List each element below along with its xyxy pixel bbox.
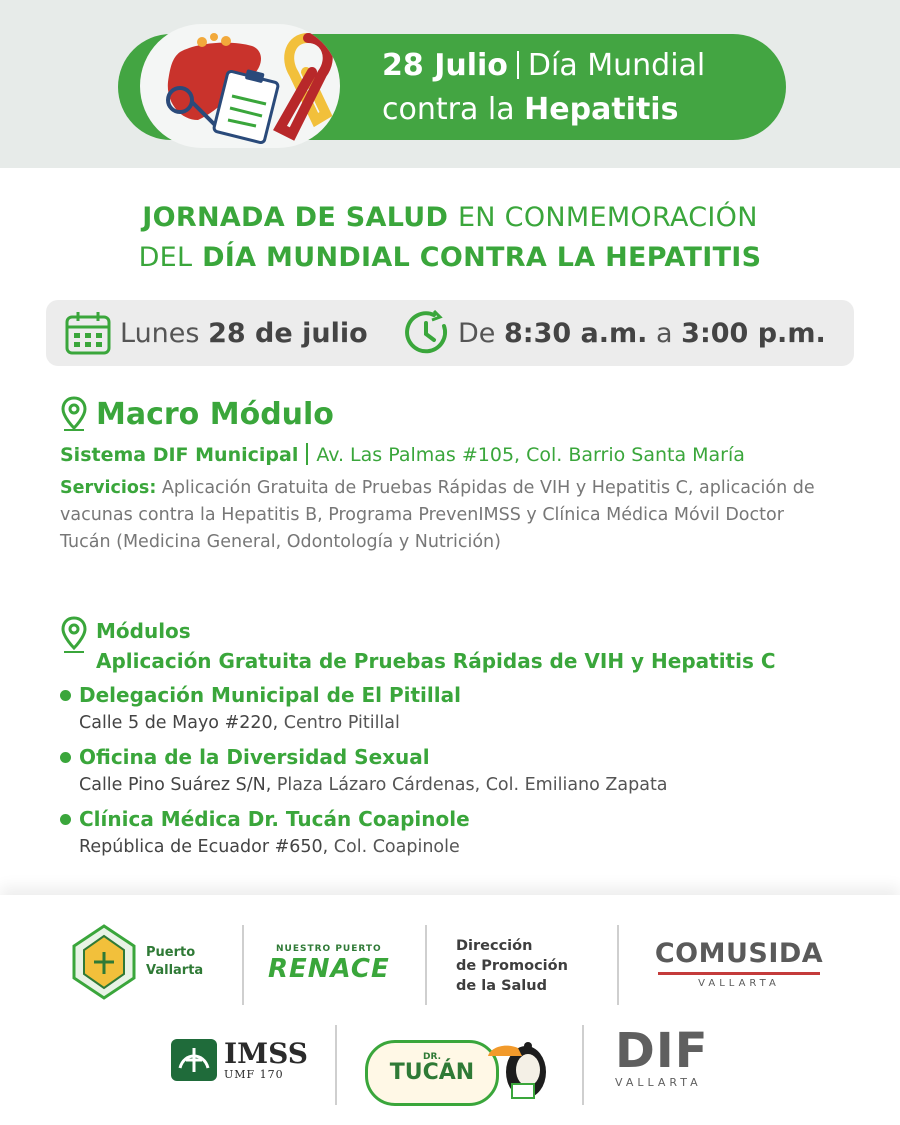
module-item-name	[60, 807, 470, 831]
macro-services	[60, 475, 840, 556]
imss-logo	[170, 1038, 308, 1082]
banner-illustration	[140, 24, 340, 148]
event-headline	[30, 198, 870, 278]
module-item-name	[60, 683, 461, 707]
banner-line2-bold: Hepatitis	[524, 92, 679, 127]
dps-line-1: Dirección	[456, 938, 533, 954]
comusida-text: COMUSIDA	[654, 938, 824, 969]
tucan-text: TUCÁN	[389, 1060, 475, 1085]
schedule-time-prefix: De	[458, 317, 496, 349]
bullet-icon	[60, 752, 71, 763]
schedule-time-end: 3:00 p.m.	[681, 317, 826, 349]
dif-logo	[615, 1023, 709, 1089]
dps-line-3: de la Salud	[456, 978, 547, 994]
dps-line-2: de Promoción	[456, 958, 568, 974]
module-item-name	[60, 745, 668, 769]
logo-divider	[425, 925, 427, 1005]
module-item	[60, 745, 668, 795]
schedule-bar	[46, 300, 854, 366]
puerto-vallarta-logo	[68, 922, 203, 1002]
schedule-date	[64, 300, 368, 366]
promocion-salud-logo	[456, 936, 568, 996]
module-item-address	[79, 713, 461, 733]
module-area-1: Plaza Lázaro Cárdenas, Col. Emiliano Zapata	[276, 775, 668, 795]
module-name-0: Delegación Municipal de El Pitillal	[79, 683, 461, 707]
module-street-0: Calle 5 de Mayo #220,	[79, 713, 279, 733]
banner-line2-prefix: contra la	[382, 92, 515, 127]
module-name-2: Clínica Médica Dr. Tucán Coapinole	[79, 807, 470, 831]
modules-header	[60, 616, 776, 676]
module-item-address	[79, 837, 470, 857]
pv-text-1: Puerto	[146, 945, 196, 960]
imss-text: IMSS	[224, 1036, 308, 1070]
location-pin-icon	[60, 616, 88, 656]
calendar-icon	[64, 310, 112, 356]
module-street-2: República de Ecuador #650,	[79, 837, 329, 857]
logo-divider	[242, 925, 244, 1005]
headline-l2-prefix: DEL	[138, 242, 193, 273]
imss-emblem-icon	[170, 1038, 218, 1082]
logo-divider	[617, 925, 619, 1005]
schedule-day-label: Lunes	[120, 317, 200, 349]
imss-sub: UMF 170	[224, 1067, 284, 1081]
module-area-2: Col. Coapinole	[333, 837, 460, 857]
services-label: Servicios:	[60, 478, 157, 498]
macro-title-text: Macro Módulo	[96, 396, 334, 432]
bullet-icon	[60, 814, 71, 825]
renace-logo	[268, 944, 390, 984]
module-item-address	[79, 775, 668, 795]
bullet-icon	[60, 690, 71, 701]
headline-l1-rest: EN CONMEMORACIÓN	[457, 202, 758, 233]
dif-sub: VALLARTA	[615, 1076, 702, 1089]
city-seal-icon	[68, 922, 140, 1002]
schedule-day: 28 de julio	[208, 317, 368, 349]
dr-tucan-logo	[365, 1040, 499, 1106]
pv-text-2: Vallarta	[146, 963, 204, 978]
macro-module-title	[60, 396, 334, 432]
renace-big: RENACE	[268, 954, 390, 984]
clock-icon	[404, 310, 450, 356]
services-text: Aplicación Gratuita de Pruebas Rápidas de VIH y Hepatitis C, aplicación de vacunas contra la Hepatitis B, Programa PrevenIMSS y Clínica Médica Móvil Doctor Tucán (Medicina General, Odontología y Nutrición)	[60, 478, 815, 552]
toucan-icon	[484, 1026, 556, 1102]
schedule-time-start: 8:30 a.m.	[504, 317, 648, 349]
module-name-1: Oficina de la Diversidad Sexual	[79, 745, 430, 769]
headline-l1-bold: JORNADA DE SALUD	[142, 202, 449, 233]
tucan-dr: DR.	[423, 1052, 441, 1062]
comusida-sub: VALLARTA	[698, 978, 780, 989]
renace-small: NUESTRO PUERTO	[276, 944, 382, 954]
module-item	[60, 683, 461, 733]
comusida-logo	[648, 938, 830, 989]
macro-address: Av. Las Palmas #105, Col. Barrio Santa María	[316, 444, 745, 466]
schedule-time-joiner: a	[656, 317, 673, 349]
schedule-time	[404, 300, 826, 366]
module-item	[60, 807, 470, 857]
macro-location	[60, 443, 745, 466]
headline-l2-bold: DÍA MUNDIAL CONTRA LA HEPATITIS	[202, 242, 762, 273]
banner-date: 28 Julio	[382, 48, 508, 83]
location-pin-icon	[60, 396, 88, 432]
banner-title	[382, 44, 772, 132]
module-street-1: Calle Pino Suárez S/N,	[79, 775, 272, 795]
banner-line1: Día Mundial	[527, 48, 706, 83]
modules-title: Módulos	[96, 619, 191, 643]
logo-divider	[582, 1025, 584, 1105]
logo-divider	[335, 1025, 337, 1105]
liver-ribbon-icon	[140, 24, 340, 148]
dif-text: DIF	[615, 1023, 709, 1079]
module-area-0: Centro Pitillal	[283, 713, 400, 733]
macro-venue: Sistema DIF Municipal	[60, 444, 299, 466]
modules-subtitle: Aplicación Gratuita de Pruebas Rápidas de VIH y Hepatitis C	[96, 649, 776, 673]
comusida-underline	[658, 972, 820, 975]
